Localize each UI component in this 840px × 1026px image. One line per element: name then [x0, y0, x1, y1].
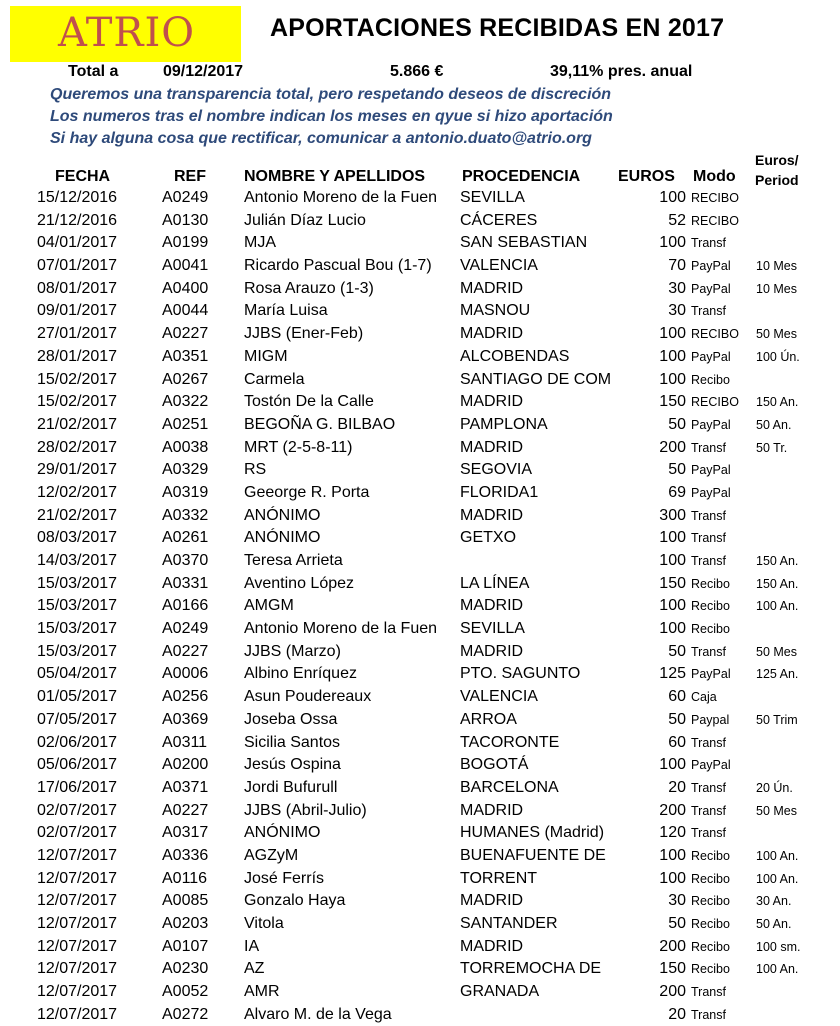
row-procedencia: MADRID — [460, 325, 524, 343]
row-date: 15/03/2017 — [37, 642, 118, 660]
table-row — [0, 278, 840, 301]
row-date: 08/03/2017 — [37, 529, 118, 547]
row-euros: 100 — [659, 325, 686, 343]
row-period: 125 An. — [756, 667, 799, 682]
row-procedencia: MADRID — [460, 597, 524, 615]
row-date: 02/07/2017 — [37, 801, 118, 819]
row-euros: 150 — [659, 574, 686, 592]
row-euros: 100 — [659, 347, 686, 365]
row-ref: A0332 — [162, 506, 209, 524]
row-date: 21/12/2016 — [37, 211, 118, 229]
row-ref: A0107 — [162, 937, 209, 955]
row-euros: 100 — [659, 756, 686, 774]
row-name: Sicilia Santos — [244, 733, 341, 751]
row-ref: A0041 — [162, 257, 209, 275]
col-header-modo: Modo — [693, 168, 736, 185]
row-euros: 60 — [668, 733, 686, 751]
row-euros: 69 — [668, 483, 686, 501]
row-ref: A0052 — [162, 983, 209, 1001]
row-ref: A0200 — [162, 756, 209, 774]
row-date: 12/07/2017 — [37, 846, 118, 864]
row-modo: Recibo — [691, 576, 730, 591]
row-name: Rosa Arauzo (1-3) — [244, 279, 374, 297]
row-name: Aventino López — [244, 574, 355, 592]
row-date: 14/03/2017 — [37, 552, 118, 569]
page-title: APORTACIONES RECIBIDAS EN 2017 — [270, 14, 725, 42]
row-ref: A0336 — [162, 846, 209, 864]
row-modo: Paypal — [691, 712, 730, 727]
row-modo: RECIBO — [691, 213, 739, 228]
row-modo: PayPal — [691, 417, 731, 432]
row-procedencia: SEVILLA — [460, 189, 525, 206]
row-ref: A0256 — [162, 688, 209, 706]
row-name: JJBS (Marzo) — [244, 642, 341, 660]
row-euros: 30 — [668, 279, 686, 297]
table-row — [0, 505, 840, 528]
row-procedencia: TORRENT — [460, 869, 538, 887]
row-date: 07/01/2017 — [37, 257, 118, 275]
row-euros: 200 — [659, 937, 686, 955]
row-period: 10 Mes — [756, 259, 797, 274]
col-header-procedencia: PROCEDENCIA — [462, 168, 581, 185]
row-procedencia: GETXO — [460, 529, 517, 547]
row-ref: A0272 — [162, 1005, 209, 1023]
table-row — [0, 300, 840, 323]
col-header-fecha: FECHA — [55, 168, 111, 185]
table-row — [0, 890, 840, 913]
table-row — [0, 754, 840, 777]
table-row — [0, 981, 840, 1004]
total-amount: 5.866 € — [390, 63, 444, 80]
table-row — [0, 550, 840, 573]
row-name: ANÓNIMO — [244, 529, 321, 547]
row-period: 100 An. — [756, 962, 799, 977]
row-date: 04/01/2017 — [37, 234, 118, 252]
row-date: 02/06/2017 — [37, 733, 118, 751]
row-name: JJBS (Abril-Julio) — [244, 801, 367, 819]
contributions-table — [0, 187, 840, 1026]
row-euros: 60 — [668, 688, 686, 706]
row-date: 21/02/2017 — [37, 506, 118, 524]
row-procedencia: HUMANES (Madrid) — [460, 824, 605, 842]
row-ref: A0130 — [162, 211, 209, 229]
row-ref: A0261 — [162, 529, 209, 547]
table-row — [0, 595, 840, 618]
row-name: Jordi Bufurull — [244, 778, 338, 796]
row-procedencia: GRANADA — [460, 983, 540, 1001]
row-euros: 150 — [659, 393, 686, 411]
row-euros: 30 — [668, 892, 686, 910]
row-modo: PayPal — [691, 259, 731, 274]
row-period: 50 Tr. — [756, 440, 788, 455]
row-ref: A0085 — [162, 892, 209, 910]
atrio-logo — [10, 6, 241, 62]
row-period: 10 Mes — [756, 281, 797, 296]
row-procedencia: FLORIDA1 — [460, 483, 539, 501]
row-modo: Transf — [691, 735, 726, 750]
row-name: Ricardo Pascual Bou (1-7) — [244, 257, 432, 275]
row-procedencia: ALCOBENDAS — [460, 347, 570, 365]
row-modo: Recibo — [691, 848, 730, 863]
table-row — [0, 936, 840, 959]
row-name: Antonio Moreno de la Fuen — [244, 189, 438, 206]
table-row — [0, 573, 840, 596]
row-procedencia: PTO. SAGUNTO — [460, 665, 581, 683]
row-modo: Transf — [691, 304, 726, 319]
row-modo: Recibo — [691, 917, 730, 931]
row-date: 05/06/2017 — [37, 756, 118, 774]
row-euros: 200 — [659, 438, 686, 456]
row-euros: 100 — [659, 869, 686, 887]
row-ref: A0227 — [162, 642, 209, 660]
row-period: 20 Ún. — [756, 780, 793, 795]
table-row — [0, 845, 840, 868]
row-ref: A0203 — [162, 915, 209, 932]
row-period: 150 An. — [756, 395, 799, 410]
row-procedencia: BARCELONA — [460, 778, 559, 796]
row-date: 28/01/2017 — [37, 347, 118, 365]
row-procedencia: PAMPLONA — [460, 415, 548, 433]
row-period: 100 sm. — [756, 939, 801, 954]
row-modo: Transf — [691, 236, 726, 251]
row-period: 50 Mes — [756, 803, 797, 818]
row-date: 21/02/2017 — [37, 415, 118, 433]
row-period: 100 Ún. — [756, 349, 800, 364]
row-procedencia: SANTIAGO DE COM — [460, 370, 612, 388]
col-header-euros: EUROS — [618, 168, 675, 185]
row-name: Julián Díaz Lucio — [244, 211, 366, 229]
row-name: JJBS (Ener-Feb) — [244, 325, 364, 343]
table-row — [0, 709, 840, 732]
row-modo: Recibo — [691, 372, 730, 387]
row-modo: RECIBO — [691, 327, 739, 342]
row-name: IA — [244, 937, 260, 955]
table-row — [0, 187, 840, 210]
row-date: 02/07/2017 — [37, 824, 118, 842]
row-procedencia: MADRID — [460, 642, 524, 660]
row-procedencia: MADRID — [460, 279, 524, 297]
row-euros: 50 — [668, 461, 686, 479]
table-row — [0, 958, 840, 981]
row-procedencia: BUENAFUENTE DE — [460, 846, 606, 864]
row-date: 09/01/2017 — [37, 302, 118, 320]
row-name: MRT (2-5-8-11) — [244, 438, 353, 456]
row-modo: PayPal — [691, 281, 731, 296]
row-ref: A0006 — [162, 665, 209, 683]
row-date: 12/07/2017 — [37, 983, 118, 1001]
row-period: 100 An. — [756, 871, 799, 886]
table-row — [0, 777, 840, 800]
row-ref: A0329 — [162, 461, 209, 479]
row-modo: PayPal — [691, 667, 731, 682]
row-name: AGZyM — [244, 846, 299, 864]
row-name: AZ — [244, 960, 265, 978]
row-procedencia: BOGOTÁ — [460, 756, 529, 774]
row-procedencia: MADRID — [460, 438, 524, 456]
row-euros: 100 — [659, 234, 686, 252]
note-months: Los numeros tras el nombre indican los meses en qyue si hizo aportación — [50, 108, 613, 125]
row-ref: A0322 — [162, 393, 209, 411]
row-name: RS — [244, 461, 267, 479]
row-name: MIGM — [244, 347, 288, 365]
row-name: MJA — [244, 234, 276, 252]
row-euros: 150 — [659, 960, 686, 978]
table-row — [0, 1004, 840, 1026]
row-date: 28/02/2017 — [37, 438, 118, 456]
row-procedencia: MADRID — [460, 506, 524, 524]
table-row — [0, 732, 840, 755]
row-modo: Recibo — [691, 599, 730, 614]
row-modo: PayPal — [691, 463, 731, 478]
row-name: Antonio Moreno de la Fuen — [244, 620, 438, 638]
row-ref: A0249 — [162, 620, 209, 638]
row-date: 12/07/2017 — [37, 960, 118, 978]
table-row — [0, 232, 840, 255]
total-label: Total a — [68, 63, 119, 80]
row-ref: A0038 — [162, 438, 209, 456]
table-row — [0, 210, 840, 233]
row-modo: Transf — [691, 985, 726, 1000]
row-date: 27/01/2017 — [37, 325, 118, 343]
budget-percent: 39,11% pres. anual — [550, 63, 693, 80]
row-ref: A0249 — [162, 189, 209, 206]
row-name: Tostón De la Calle — [244, 393, 374, 411]
row-date: 15/02/2017 — [37, 370, 118, 388]
row-procedencia: SEGOVIA — [460, 461, 533, 479]
row-modo: Transf — [691, 826, 726, 841]
row-name: Joseba Ossa — [244, 710, 338, 728]
row-procedencia: LA LÍNEA — [460, 574, 530, 592]
row-name: José Ferrís — [244, 869, 325, 887]
row-date: 15/03/2017 — [37, 620, 118, 638]
row-ref: A0116 — [162, 869, 208, 887]
row-procedencia: VALENCIA — [460, 688, 538, 706]
row-name: ANÓNIMO — [244, 824, 321, 842]
row-name: Teresa Arrieta — [244, 552, 343, 569]
row-ref: A0230 — [162, 960, 209, 978]
row-modo: Caja — [691, 690, 717, 705]
row-name: Asun Poudereaux — [244, 688, 372, 706]
row-period: 30 An. — [756, 894, 792, 909]
row-ref: A0319 — [162, 483, 209, 501]
row-modo: Transf — [691, 803, 726, 818]
row-period: 50 An. — [756, 917, 792, 931]
row-modo: Transf — [691, 440, 726, 455]
row-euros: 100 — [659, 529, 686, 547]
table-row — [0, 663, 840, 686]
row-ref: A0317 — [162, 824, 209, 842]
row-modo: Recibo — [691, 871, 730, 886]
row-euros: 50 — [668, 415, 686, 433]
total-date: 09/12/2017 — [163, 63, 244, 80]
row-modo: PayPal — [691, 485, 731, 500]
row-date: 08/01/2017 — [37, 279, 118, 297]
col-header-period — [755, 150, 799, 190]
row-ref: A0351 — [162, 347, 209, 365]
row-modo: PayPal — [691, 758, 731, 773]
row-euros: 100 — [659, 370, 686, 388]
row-period: 50 An. — [756, 417, 792, 432]
row-modo: Recibo — [691, 962, 730, 977]
row-procedencia: CÁCERES — [460, 211, 538, 229]
table-row — [0, 913, 840, 936]
row-ref: A0251 — [162, 415, 209, 433]
row-ref: A0166 — [162, 597, 209, 615]
table-row — [0, 391, 840, 414]
row-modo: Transf — [691, 554, 726, 568]
row-euros: 20 — [668, 1005, 686, 1023]
col-header-period-line2: Period — [755, 172, 799, 188]
row-euros: 50 — [668, 915, 686, 932]
row-procedencia: SAN SEBASTIAN — [460, 234, 588, 252]
row-period: 50 Mes — [756, 644, 797, 659]
row-modo: Recibo — [691, 894, 730, 909]
row-name: BEGOÑA G. BILBAO — [244, 415, 396, 433]
table-row — [0, 369, 840, 392]
row-name: María Luisa — [244, 302, 328, 320]
row-euros: 200 — [659, 801, 686, 819]
table-row — [0, 437, 840, 460]
row-ref: A0044 — [162, 302, 209, 320]
table-row — [0, 641, 840, 664]
table-row — [0, 414, 840, 437]
row-procedencia: VALENCIA — [460, 257, 538, 275]
table-row — [0, 255, 840, 278]
row-ref: A0331 — [162, 574, 209, 592]
row-procedencia: MADRID — [460, 937, 524, 955]
logo-text: ATRIO — [58, 10, 196, 56]
row-modo: PayPal — [691, 349, 731, 364]
row-euros: 100 — [659, 620, 686, 638]
row-procedencia: MADRID — [460, 892, 524, 910]
row-modo: RECIBO — [691, 191, 739, 205]
row-modo: Recibo — [691, 939, 730, 954]
row-ref: A0369 — [162, 710, 209, 728]
row-modo: Transf — [691, 780, 726, 795]
row-euros: 120 — [659, 824, 686, 842]
row-name: Alvaro M. de la Vega — [244, 1005, 392, 1023]
row-procedencia: MASNOU — [460, 302, 531, 320]
table-row — [0, 459, 840, 482]
row-date: 29/01/2017 — [37, 461, 118, 479]
row-date: 12/07/2017 — [37, 869, 118, 887]
row-name: Jesús Ospina — [244, 756, 341, 774]
table-row — [0, 346, 840, 369]
table-row — [0, 527, 840, 550]
row-date: 15/03/2017 — [37, 574, 118, 592]
row-name: Geeorge R. Porta — [244, 483, 370, 501]
col-header-nombre: NOMBRE Y APELLIDOS — [244, 168, 426, 185]
row-name: ANÓNIMO — [244, 506, 321, 524]
row-date: 15/03/2017 — [37, 597, 118, 615]
row-euros: 200 — [659, 983, 686, 1001]
row-period: 150 An. — [756, 554, 799, 568]
row-ref: A0267 — [162, 370, 209, 388]
row-date: 12/07/2017 — [37, 915, 118, 932]
row-euros: 52 — [668, 211, 686, 229]
row-procedencia: TORREMOCHA DE — [460, 960, 602, 978]
col-header-ref: REF — [174, 168, 206, 185]
row-period: 100 An. — [756, 848, 799, 863]
row-modo: Recibo — [691, 622, 730, 637]
row-date: 15/12/2016 — [37, 189, 118, 206]
row-ref: A0400 — [162, 279, 209, 297]
row-date: 17/06/2017 — [37, 778, 118, 796]
table-row — [0, 323, 840, 346]
table-row — [0, 482, 840, 505]
row-name: Carmela — [244, 370, 305, 388]
row-period: 150 An. — [756, 576, 799, 591]
table-row — [0, 868, 840, 891]
row-euros: 30 — [668, 302, 686, 320]
table-row — [0, 618, 840, 641]
row-modo: RECIBO — [691, 395, 739, 410]
row-euros: 125 — [659, 665, 686, 683]
row-ref: A0199 — [162, 234, 209, 252]
row-euros: 70 — [668, 257, 686, 275]
row-procedencia: ARROA — [460, 710, 517, 728]
row-euros: 100 — [659, 846, 686, 864]
row-period: 50 Trim — [756, 712, 798, 727]
table-row — [0, 800, 840, 823]
row-period: 100 An. — [756, 599, 799, 614]
row-euros: 50 — [668, 710, 686, 728]
row-ref: A0227 — [162, 325, 209, 343]
row-date: 12/02/2017 — [37, 483, 118, 501]
row-name: AMGM — [244, 597, 294, 615]
row-procedencia: SEVILLA — [460, 620, 525, 638]
row-euros: 20 — [668, 778, 686, 796]
row-euros: 300 — [659, 506, 686, 524]
row-period: 50 Mes — [756, 327, 797, 342]
table-row — [0, 686, 840, 709]
row-euros: 100 — [659, 189, 686, 206]
row-euros: 100 — [659, 552, 686, 569]
row-modo: Transf — [691, 531, 726, 546]
row-euros: 100 — [659, 597, 686, 615]
row-date: 07/05/2017 — [37, 710, 118, 728]
row-euros: 50 — [668, 642, 686, 660]
row-date: 05/04/2017 — [37, 665, 118, 683]
row-modo: Transf — [691, 644, 726, 659]
row-ref: A0227 — [162, 801, 209, 819]
row-procedencia: MADRID — [460, 393, 524, 411]
row-ref: A0370 — [162, 552, 209, 569]
row-procedencia: MADRID — [460, 801, 524, 819]
row-name: AMR — [244, 983, 280, 1001]
row-date: 12/07/2017 — [37, 937, 118, 955]
row-procedencia: SANTANDER — [460, 915, 558, 932]
row-procedencia: TACORONTE — [460, 733, 560, 751]
row-name: Vitola — [244, 915, 284, 932]
row-date: 01/05/2017 — [37, 688, 118, 706]
row-modo: Transf — [691, 508, 726, 523]
row-date: 15/02/2017 — [37, 393, 118, 411]
row-date: 12/07/2017 — [37, 1005, 118, 1023]
row-name: Albino Enríquez — [244, 665, 357, 683]
row-modo: Transf — [691, 1007, 726, 1022]
row-date: 12/07/2017 — [37, 892, 118, 910]
row-name: Gonzalo Haya — [244, 892, 346, 910]
row-ref: A0311 — [162, 733, 208, 751]
col-header-period-line1: Euros/ — [755, 152, 799, 168]
row-ref: A0371 — [162, 778, 209, 796]
table-row — [0, 822, 840, 845]
note-contact: Si hay alguna cosa que rectificar, comunicar a antonio.duato@atrio.org — [50, 130, 592, 147]
note-transparency: Queremos una transparencia total, pero respetando deseos de discreción — [50, 86, 612, 103]
